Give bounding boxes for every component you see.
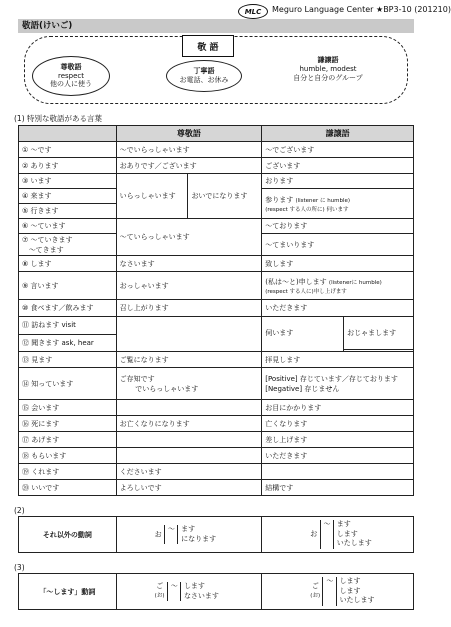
row-sonkei: なさいます bbox=[116, 256, 262, 272]
section2-row bbox=[19, 517, 414, 553]
row-base: ⑬ 見ます bbox=[19, 352, 117, 368]
teinei-title: 丁寧語 bbox=[193, 67, 215, 76]
row-sonkei: ～でいらっしゃいます bbox=[116, 142, 262, 158]
table-row bbox=[19, 368, 414, 400]
table-row bbox=[19, 219, 414, 234]
keigo-table bbox=[18, 125, 414, 496]
table-row bbox=[19, 174, 414, 189]
section3-title: 「～します」動詞 bbox=[19, 574, 117, 610]
row-base: ② あります bbox=[19, 158, 117, 174]
kenjo-title: 謙譲語 bbox=[317, 56, 339, 64]
sonkei-title: 尊敬語 bbox=[60, 62, 82, 71]
row-kenjo-ojama: おじゃまします bbox=[344, 317, 413, 349]
row-base: ① ～です bbox=[19, 142, 117, 158]
table-header bbox=[19, 126, 414, 142]
header-text: Meguro Language Center ★BP3-10 (201210) bbox=[272, 5, 451, 14]
row-base: ⑥ ～ています bbox=[19, 219, 117, 234]
section2-label: (2) bbox=[14, 506, 25, 515]
header-kenjo: 謙譲語 bbox=[262, 126, 414, 142]
section3-row bbox=[19, 574, 414, 610]
row-base: ⑭ 知っています bbox=[19, 368, 117, 400]
row-base: ⑰ あげます bbox=[19, 432, 117, 448]
row-base: ⑲ くれます bbox=[19, 464, 117, 480]
teinei-bubble bbox=[166, 60, 242, 92]
row-base: ⑳ いいです bbox=[19, 480, 117, 496]
row-kenjo-ukagau: 伺います bbox=[262, 317, 343, 349]
row-base: ⑦ ～ていきます ～てきます bbox=[19, 234, 117, 256]
row-sonkei: いらっしゃいます bbox=[116, 174, 188, 219]
row-base: ⑩ 食べます／飲みます bbox=[19, 300, 117, 317]
row-sonkei: おっしゃいます bbox=[116, 272, 262, 300]
section3-kenjo: ご (お) ～ します します いたします bbox=[262, 574, 414, 610]
row-kenjo: 致します bbox=[262, 256, 414, 272]
section3-sonkei: ご (お) ～ します なさいます bbox=[116, 574, 262, 610]
row-sonkei bbox=[116, 448, 262, 464]
row-sonkei: お亡くなりになります bbox=[116, 416, 262, 432]
row-base: ⑪ 訪ねます visit bbox=[19, 317, 117, 335]
row-kenjo: いただきます bbox=[262, 300, 414, 317]
row-sonkei: 召し上がります bbox=[116, 300, 262, 317]
row-sonkei: おありです／ございます bbox=[116, 158, 262, 174]
row-kenjo: 参ります (listener に humble) (respect する人の所に) 伺います bbox=[262, 189, 414, 219]
section2-title: それ以外の動詞 bbox=[19, 517, 117, 553]
row-kenjo bbox=[262, 464, 414, 480]
row-base: ⑯ 死にます bbox=[19, 416, 117, 432]
section2-sonkei: お ～ ます になります bbox=[116, 517, 262, 553]
table-row bbox=[19, 480, 414, 496]
section2-kenjo: お ～ ます します いたします bbox=[262, 517, 414, 553]
table-row bbox=[19, 448, 414, 464]
table-row bbox=[19, 352, 414, 368]
section3-table bbox=[18, 573, 414, 610]
table-row bbox=[19, 317, 414, 335]
row-base: ⑮ 会います bbox=[19, 400, 117, 416]
table-row bbox=[19, 464, 414, 480]
header-blank bbox=[19, 126, 117, 142]
logo: MLC bbox=[238, 4, 268, 19]
table-row bbox=[19, 400, 414, 416]
table-row bbox=[19, 256, 414, 272]
row-kenjo: ～ております bbox=[262, 219, 414, 234]
sonkei-desc: 他の人に使う bbox=[50, 80, 92, 89]
row-sonkei bbox=[116, 317, 262, 352]
kenjo-group bbox=[268, 56, 388, 82]
sonkei-bubble bbox=[32, 56, 110, 96]
row-base: ⑫ 聞きます ask, hear bbox=[19, 334, 117, 352]
table-row bbox=[19, 158, 414, 174]
row-base: ⑧ します bbox=[19, 256, 117, 272]
table-row bbox=[19, 416, 414, 432]
row-kenjo: おります bbox=[262, 174, 414, 189]
sonkei-sub: respect bbox=[57, 71, 85, 80]
row-kenjo: 拝見します bbox=[262, 352, 414, 368]
row-sonkei: よろしいです bbox=[116, 480, 262, 496]
row-kenjo: 結構です bbox=[262, 480, 414, 496]
page-title: 敬語(けいご) bbox=[18, 19, 414, 33]
row-kenjo bbox=[262, 317, 414, 352]
section2-table bbox=[18, 516, 414, 553]
row-sonkei: ご覧になります bbox=[116, 352, 262, 368]
section3-label: (3) bbox=[14, 563, 25, 572]
row-sonkei: ご存知です でいらっしゃいます bbox=[116, 368, 262, 400]
row-kenjo: いただきます bbox=[262, 448, 414, 464]
row-kenjo: ございます bbox=[262, 158, 414, 174]
kenjo-sub: humble, modest bbox=[299, 64, 357, 73]
row-sonkei bbox=[116, 400, 262, 416]
row-base: ④ 来ます bbox=[19, 189, 117, 204]
row-sonkei: くださいます bbox=[116, 464, 262, 480]
row-kenjo: (私は～と)申します (listenerに humble) (respect する人に)申し上げます bbox=[262, 272, 414, 300]
row-kenjo: ～でございます bbox=[262, 142, 414, 158]
table-row bbox=[19, 300, 414, 317]
row-kenjo: [Positive] 存じています／存じております [Negative] 存じません bbox=[262, 368, 414, 400]
row-base: ⑨ 言います bbox=[19, 272, 117, 300]
section1-label: (1) 特別な敬語がある言葉 bbox=[14, 114, 103, 123]
row-base: ⑱ もらいます bbox=[19, 448, 117, 464]
row-kenjo: 差し上げます bbox=[262, 432, 414, 448]
teinei-desc: お電話、お休み bbox=[179, 76, 229, 84]
table-row bbox=[19, 272, 414, 300]
row-kenjo: 亡くなります bbox=[262, 416, 414, 432]
row-kenjo: お目にかかります bbox=[262, 400, 414, 416]
row-kenjo: ～てまいります bbox=[262, 234, 414, 256]
kenjo-desc: 自分と自分のグループ bbox=[293, 73, 363, 82]
row-base: ⑤ 行きます bbox=[19, 204, 117, 219]
row-sonkei: ～ていらっしゃいます bbox=[116, 219, 262, 256]
keigo-center-box: 敬 語 bbox=[182, 35, 234, 57]
row-sonkei bbox=[116, 432, 262, 448]
table-row bbox=[19, 432, 414, 448]
header-sonkei: 尊敬語 bbox=[116, 126, 262, 142]
row-sonkei-alt: おいでになります bbox=[188, 174, 262, 219]
row-base: ③ います bbox=[19, 174, 117, 189]
table-row bbox=[19, 142, 414, 158]
